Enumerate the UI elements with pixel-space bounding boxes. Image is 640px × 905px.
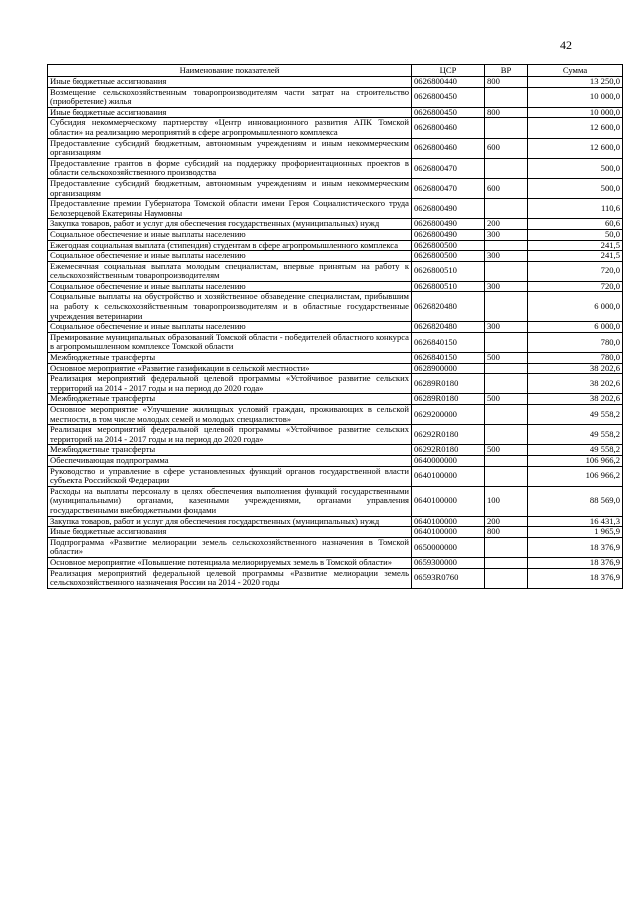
row-vr-cell: 300 (485, 229, 528, 240)
row-name-cell: Субсидия некоммерческому партнерству «Центр инновационного развития АПК Томской области» на реализацию мероприятий в сфере агропромышленного комплекса (48, 118, 412, 138)
row-vr-cell (485, 425, 528, 445)
row-name-cell: Премирование муниципальных образований Томской области - победителей областного конкурса в агропромышленном комплексе Томской области (48, 332, 412, 352)
row-sum-cell: 12 600,0 (528, 138, 623, 158)
row-name-cell: Межбюджетные трансферты (48, 353, 412, 364)
row-csr-cell: 0626800490 (412, 199, 485, 219)
row-sum-cell: 500,0 (528, 158, 623, 178)
row-name-cell: Социальное обеспечение и иные выплаты населению (48, 251, 412, 262)
row-vr-cell (485, 118, 528, 138)
table-row (48, 568, 623, 588)
row-sum-cell: 38 202,6 (528, 394, 623, 405)
row-name-cell: Реализация мероприятий федеральной целевой программы «Устойчивое развитие сельских территорий на 2014 - 2017 годы и на период до 2020 года» (48, 374, 412, 394)
row-sum-cell: 49 558,2 (528, 405, 623, 425)
row-csr-cell: 06292R0180 (412, 425, 485, 445)
table-row (48, 322, 623, 333)
header-name: Наименование показателей (48, 65, 412, 77)
row-csr-cell: 0650000000 (412, 537, 485, 557)
row-name-cell: Подпрограмма «Развитие мелиорации земель сельскохозяйственного назначения в Томской области» (48, 537, 412, 557)
row-name-cell: Основное мероприятие «Развитие газификации в сельской местности» (48, 363, 412, 374)
table-row (48, 158, 623, 178)
row-vr-cell (485, 261, 528, 281)
row-vr-cell: 500 (485, 394, 528, 405)
row-sum-cell: 6 000,0 (528, 322, 623, 333)
row-sum-cell: 500,0 (528, 178, 623, 198)
row-vr-cell: 300 (485, 322, 528, 333)
row-sum-cell: 6 000,0 (528, 292, 623, 322)
table-row (48, 332, 623, 352)
table-row (48, 118, 623, 138)
row-name-cell: Предоставление премии Губернатора Томской области имени Героя Социалистического труда Белозерцевой Екатерины Наумовны (48, 199, 412, 219)
table-row (48, 527, 623, 538)
row-sum-cell: 106 966,2 (528, 466, 623, 486)
table-body (48, 77, 623, 589)
row-vr-cell (485, 466, 528, 486)
row-name-cell: Реализация мероприятий федеральной целевой программы «Устойчивое развитие сельских территорий на 2014 - 2017 годы и на период до 2020 года» (48, 425, 412, 445)
table-row (48, 486, 623, 516)
row-sum-cell: 241,5 (528, 240, 623, 251)
table-row (48, 240, 623, 251)
table-row (48, 251, 623, 262)
table-row (48, 425, 623, 445)
row-name-cell: Обеспечивающая подпрограмма (48, 455, 412, 466)
row-csr-cell: 06292R0180 (412, 445, 485, 456)
row-name-cell: Руководство и управление в сфере установленных функций органов государственной власти субъекта Российской Федерации (48, 466, 412, 486)
page-number: 42 (560, 38, 572, 52)
row-csr-cell: 0626800500 (412, 251, 485, 262)
row-name-cell: Социальные выплаты на обустройство и хозяйственное обзаведение специалистам, прибывшим на работу к сельскохозяйственным товаропроизводителям и в областные государственные учреждения ветеринарии (48, 292, 412, 322)
table-row (48, 107, 623, 118)
row-csr-cell: 0626800470 (412, 158, 485, 178)
row-csr-cell: 0626800460 (412, 138, 485, 158)
row-csr-cell: 0640100000 (412, 527, 485, 538)
row-vr-cell: 600 (485, 138, 528, 158)
table-row (48, 138, 623, 158)
row-csr-cell: 0626800510 (412, 281, 485, 292)
table-row (48, 455, 623, 466)
row-name-cell: Ежемесячная социальная выплата молодым специалистам, впервые принятым на работу к сельскохозяйственным товаропроизводителям (48, 261, 412, 281)
row-sum-cell: 38 202,6 (528, 363, 623, 374)
row-sum-cell: 60,6 (528, 219, 623, 230)
row-csr-cell: 06289R0180 (412, 394, 485, 405)
row-vr-cell (485, 240, 528, 251)
row-vr-cell (485, 455, 528, 466)
row-vr-cell (485, 363, 528, 374)
row-vr-cell (485, 199, 528, 219)
row-vr-cell: 600 (485, 178, 528, 198)
row-vr-cell (485, 537, 528, 557)
row-csr-cell: 0626800440 (412, 77, 485, 88)
row-sum-cell: 18 376,9 (528, 568, 623, 588)
row-sum-cell: 88 569,0 (528, 486, 623, 516)
row-sum-cell: 241,5 (528, 251, 623, 262)
row-csr-cell: 0628900000 (412, 363, 485, 374)
row-vr-cell (485, 158, 528, 178)
table-header-row (48, 65, 623, 77)
row-csr-cell: 0626820480 (412, 292, 485, 322)
row-vr-cell (485, 557, 528, 568)
row-csr-cell: 0626800470 (412, 178, 485, 198)
table-row (48, 394, 623, 405)
row-vr-cell: 200 (485, 516, 528, 527)
row-name-cell: Иные бюджетные ассигнования (48, 107, 412, 118)
row-csr-cell: 0626800450 (412, 107, 485, 118)
row-name-cell: Основное мероприятие «Улучшение жилищных условий граждан, проживающих в сельской местности, в том числе молодых семей и молодых специалистов» (48, 405, 412, 425)
row-csr-cell: 06593R0760 (412, 568, 485, 588)
table-row (48, 199, 623, 219)
row-vr-cell: 300 (485, 251, 528, 262)
row-csr-cell: 0640000000 (412, 455, 485, 466)
row-sum-cell: 110,6 (528, 199, 623, 219)
table-row (48, 261, 623, 281)
row-sum-cell: 38 202,6 (528, 374, 623, 394)
row-vr-cell: 100 (485, 486, 528, 516)
row-sum-cell: 780,0 (528, 332, 623, 352)
row-name-cell: Закупка товаров, работ и услуг для обеспечения государственных (муниципальных) нужд (48, 219, 412, 230)
row-csr-cell: 0629200000 (412, 405, 485, 425)
row-csr-cell: 0640100000 (412, 466, 485, 486)
table-row (48, 77, 623, 88)
row-sum-cell: 49 558,2 (528, 425, 623, 445)
row-name-cell: Предоставление грантов в форме субсидий на поддержку профориентационных проектов в области сельскохозяйственного производства (48, 158, 412, 178)
header-sum: Сумма (528, 65, 623, 77)
row-vr-cell: 500 (485, 353, 528, 364)
table-row (48, 516, 623, 527)
table-row (48, 292, 623, 322)
row-csr-cell: 0626820480 (412, 322, 485, 333)
row-name-cell: Основное мероприятие «Повышение потенциала мелиорируемых земель в Томской области» (48, 557, 412, 568)
row-vr-cell (485, 568, 528, 588)
table-row (48, 445, 623, 456)
table-row (48, 87, 623, 107)
row-sum-cell: 18 376,9 (528, 557, 623, 568)
header-vr: ВР (485, 65, 528, 77)
table-row (48, 219, 623, 230)
row-csr-cell: 0626800490 (412, 229, 485, 240)
row-csr-cell: 0626800490 (412, 219, 485, 230)
row-sum-cell: 10 000,0 (528, 107, 623, 118)
table-row (48, 281, 623, 292)
row-name-cell: Закупка товаров, работ и услуг для обеспечения государственных (муниципальных) нужд (48, 516, 412, 527)
row-vr-cell: 800 (485, 107, 528, 118)
row-vr-cell: 800 (485, 527, 528, 538)
row-name-cell: Ежегодная социальная выплата (стипендия) студентам в сфере агропромышленного комплекса (48, 240, 412, 251)
table-row (48, 557, 623, 568)
row-csr-cell: 0626840150 (412, 353, 485, 364)
row-vr-cell (485, 87, 528, 107)
table-row (48, 374, 623, 394)
row-name-cell: Реализация мероприятий федеральной целевой программы «Развитие мелиорации земель сельскохозяйственного назначения России на 2014 - 2020 годы (48, 568, 412, 588)
row-name-cell: Иные бюджетные ассигнования (48, 77, 412, 88)
row-csr-cell: 0626800450 (412, 87, 485, 107)
row-sum-cell: 1 965,9 (528, 527, 623, 538)
table-row (48, 353, 623, 364)
table-row (48, 537, 623, 557)
row-vr-cell: 300 (485, 281, 528, 292)
row-vr-cell (485, 292, 528, 322)
row-sum-cell: 13 250,0 (528, 77, 623, 88)
row-csr-cell: 0626840150 (412, 332, 485, 352)
header-csr: ЦСР (412, 65, 485, 77)
table-row (48, 466, 623, 486)
row-vr-cell: 200 (485, 219, 528, 230)
row-sum-cell: 720,0 (528, 261, 623, 281)
row-vr-cell: 500 (485, 445, 528, 456)
row-sum-cell: 106 966,2 (528, 455, 623, 466)
row-sum-cell: 10 000,0 (528, 87, 623, 107)
row-name-cell: Возмещение сельскохозяйственным товаропроизводителям части затрат на строительство (приобретение) жилья (48, 87, 412, 107)
row-name-cell: Социальное обеспечение и иные выплаты населению (48, 229, 412, 240)
table-row (48, 363, 623, 374)
row-csr-cell: 0640100000 (412, 486, 485, 516)
row-name-cell: Расходы на выплаты персоналу в целях обеспечения выполнения функций государственными (муниципальными) органами, казенными учреждениями, органами управления государственными внебюджетными фондами (48, 486, 412, 516)
row-csr-cell: 0640100000 (412, 516, 485, 527)
row-sum-cell: 12 600,0 (528, 118, 623, 138)
row-sum-cell: 49 558,2 (528, 445, 623, 456)
row-sum-cell: 16 431,3 (528, 516, 623, 527)
row-vr-cell (485, 405, 528, 425)
table-row (48, 405, 623, 425)
budget-table (47, 64, 623, 589)
row-name-cell: Предоставление субсидий бюджетным, автономным учреждениям и иным некоммерческим организациям (48, 138, 412, 158)
row-name-cell: Социальное обеспечение и иные выплаты населению (48, 281, 412, 292)
row-name-cell: Предоставление субсидий бюджетным, автономным учреждениям и иным некоммерческим организациям (48, 178, 412, 198)
row-name-cell: Социальное обеспечение и иные выплаты населению (48, 322, 412, 333)
table-row (48, 178, 623, 198)
row-csr-cell: 0626800460 (412, 118, 485, 138)
row-name-cell: Межбюджетные трансферты (48, 394, 412, 405)
row-name-cell: Иные бюджетные ассигнования (48, 527, 412, 538)
row-vr-cell (485, 374, 528, 394)
table-row (48, 229, 623, 240)
row-name-cell: Межбюджетные трансферты (48, 445, 412, 456)
row-sum-cell: 780,0 (528, 353, 623, 364)
row-sum-cell: 18 376,9 (528, 537, 623, 557)
row-csr-cell: 06289R0180 (412, 374, 485, 394)
row-vr-cell: 800 (485, 77, 528, 88)
row-csr-cell: 0659300000 (412, 557, 485, 568)
row-sum-cell: 50,0 (528, 229, 623, 240)
row-vr-cell (485, 332, 528, 352)
row-csr-cell: 0626800510 (412, 261, 485, 281)
row-csr-cell: 0626800500 (412, 240, 485, 251)
row-sum-cell: 720,0 (528, 281, 623, 292)
